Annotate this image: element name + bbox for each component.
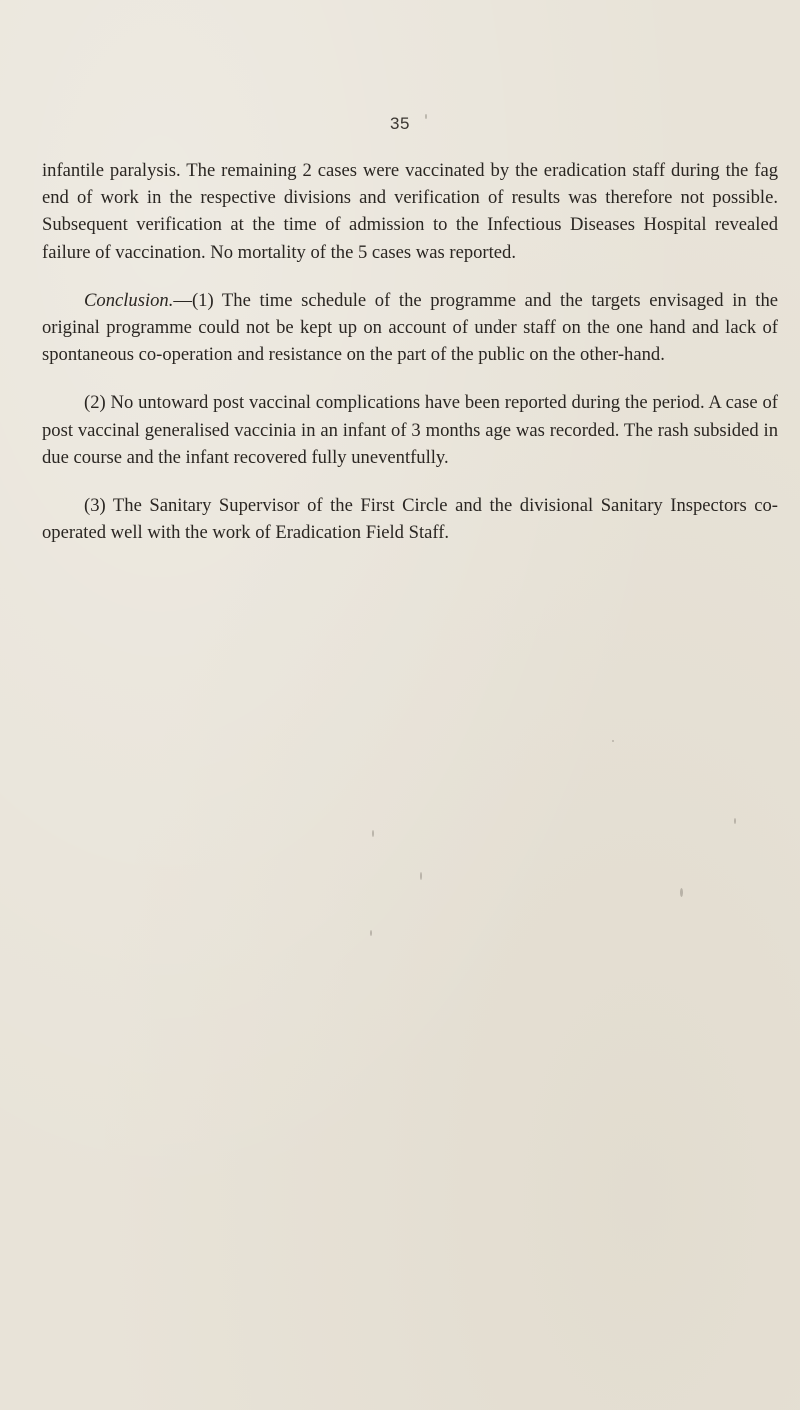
paragraph-cooperation: (3) The Sanitary Supervisor of the First Circle and the divisional Sanitary Inspectors co-operated well with the work of Eradication Field Staff. bbox=[42, 495, 778, 544]
conclusion-heading: Conclusion. bbox=[84, 289, 174, 311]
scan-speck bbox=[372, 830, 374, 837]
scan-speck bbox=[420, 872, 422, 880]
scan-speck bbox=[370, 930, 372, 936]
body-text bbox=[42, 157, 778, 567]
scan-speck bbox=[612, 740, 614, 742]
paragraph-conclusion bbox=[42, 287, 778, 369]
paragraph-complications: (2) No untoward post vaccinal complications have been reported during the period. A case of post vaccinal generalised vaccinia in an infant of 3 months age was recorded. The rash subsided in due course and the infant recovered fully uneventfully. bbox=[42, 392, 778, 468]
scan-speck bbox=[425, 114, 427, 119]
page-number: 35 bbox=[390, 114, 410, 133]
scan-speck bbox=[734, 818, 736, 824]
conclusion-text: —(1) The time schedule of the programme and the targets envisaged in the original programme could not be kept up on account of under staff on the one hand and lack of spontaneous co-operation and resistance on the part of the public on the other-hand. bbox=[42, 289, 778, 366]
paragraph-continuation: infantile paralysis. The remaining 2 cases were vaccinated by the eradication staff during the fag end of work in the respective divisions and verification of results was therefore not possible. Subsequent verification at the time of admission to the Infectious Diseases Hospital revealed failure of vaccination. No mortality of the 5 cases was reported. bbox=[42, 160, 778, 263]
scan-speck bbox=[680, 888, 683, 897]
